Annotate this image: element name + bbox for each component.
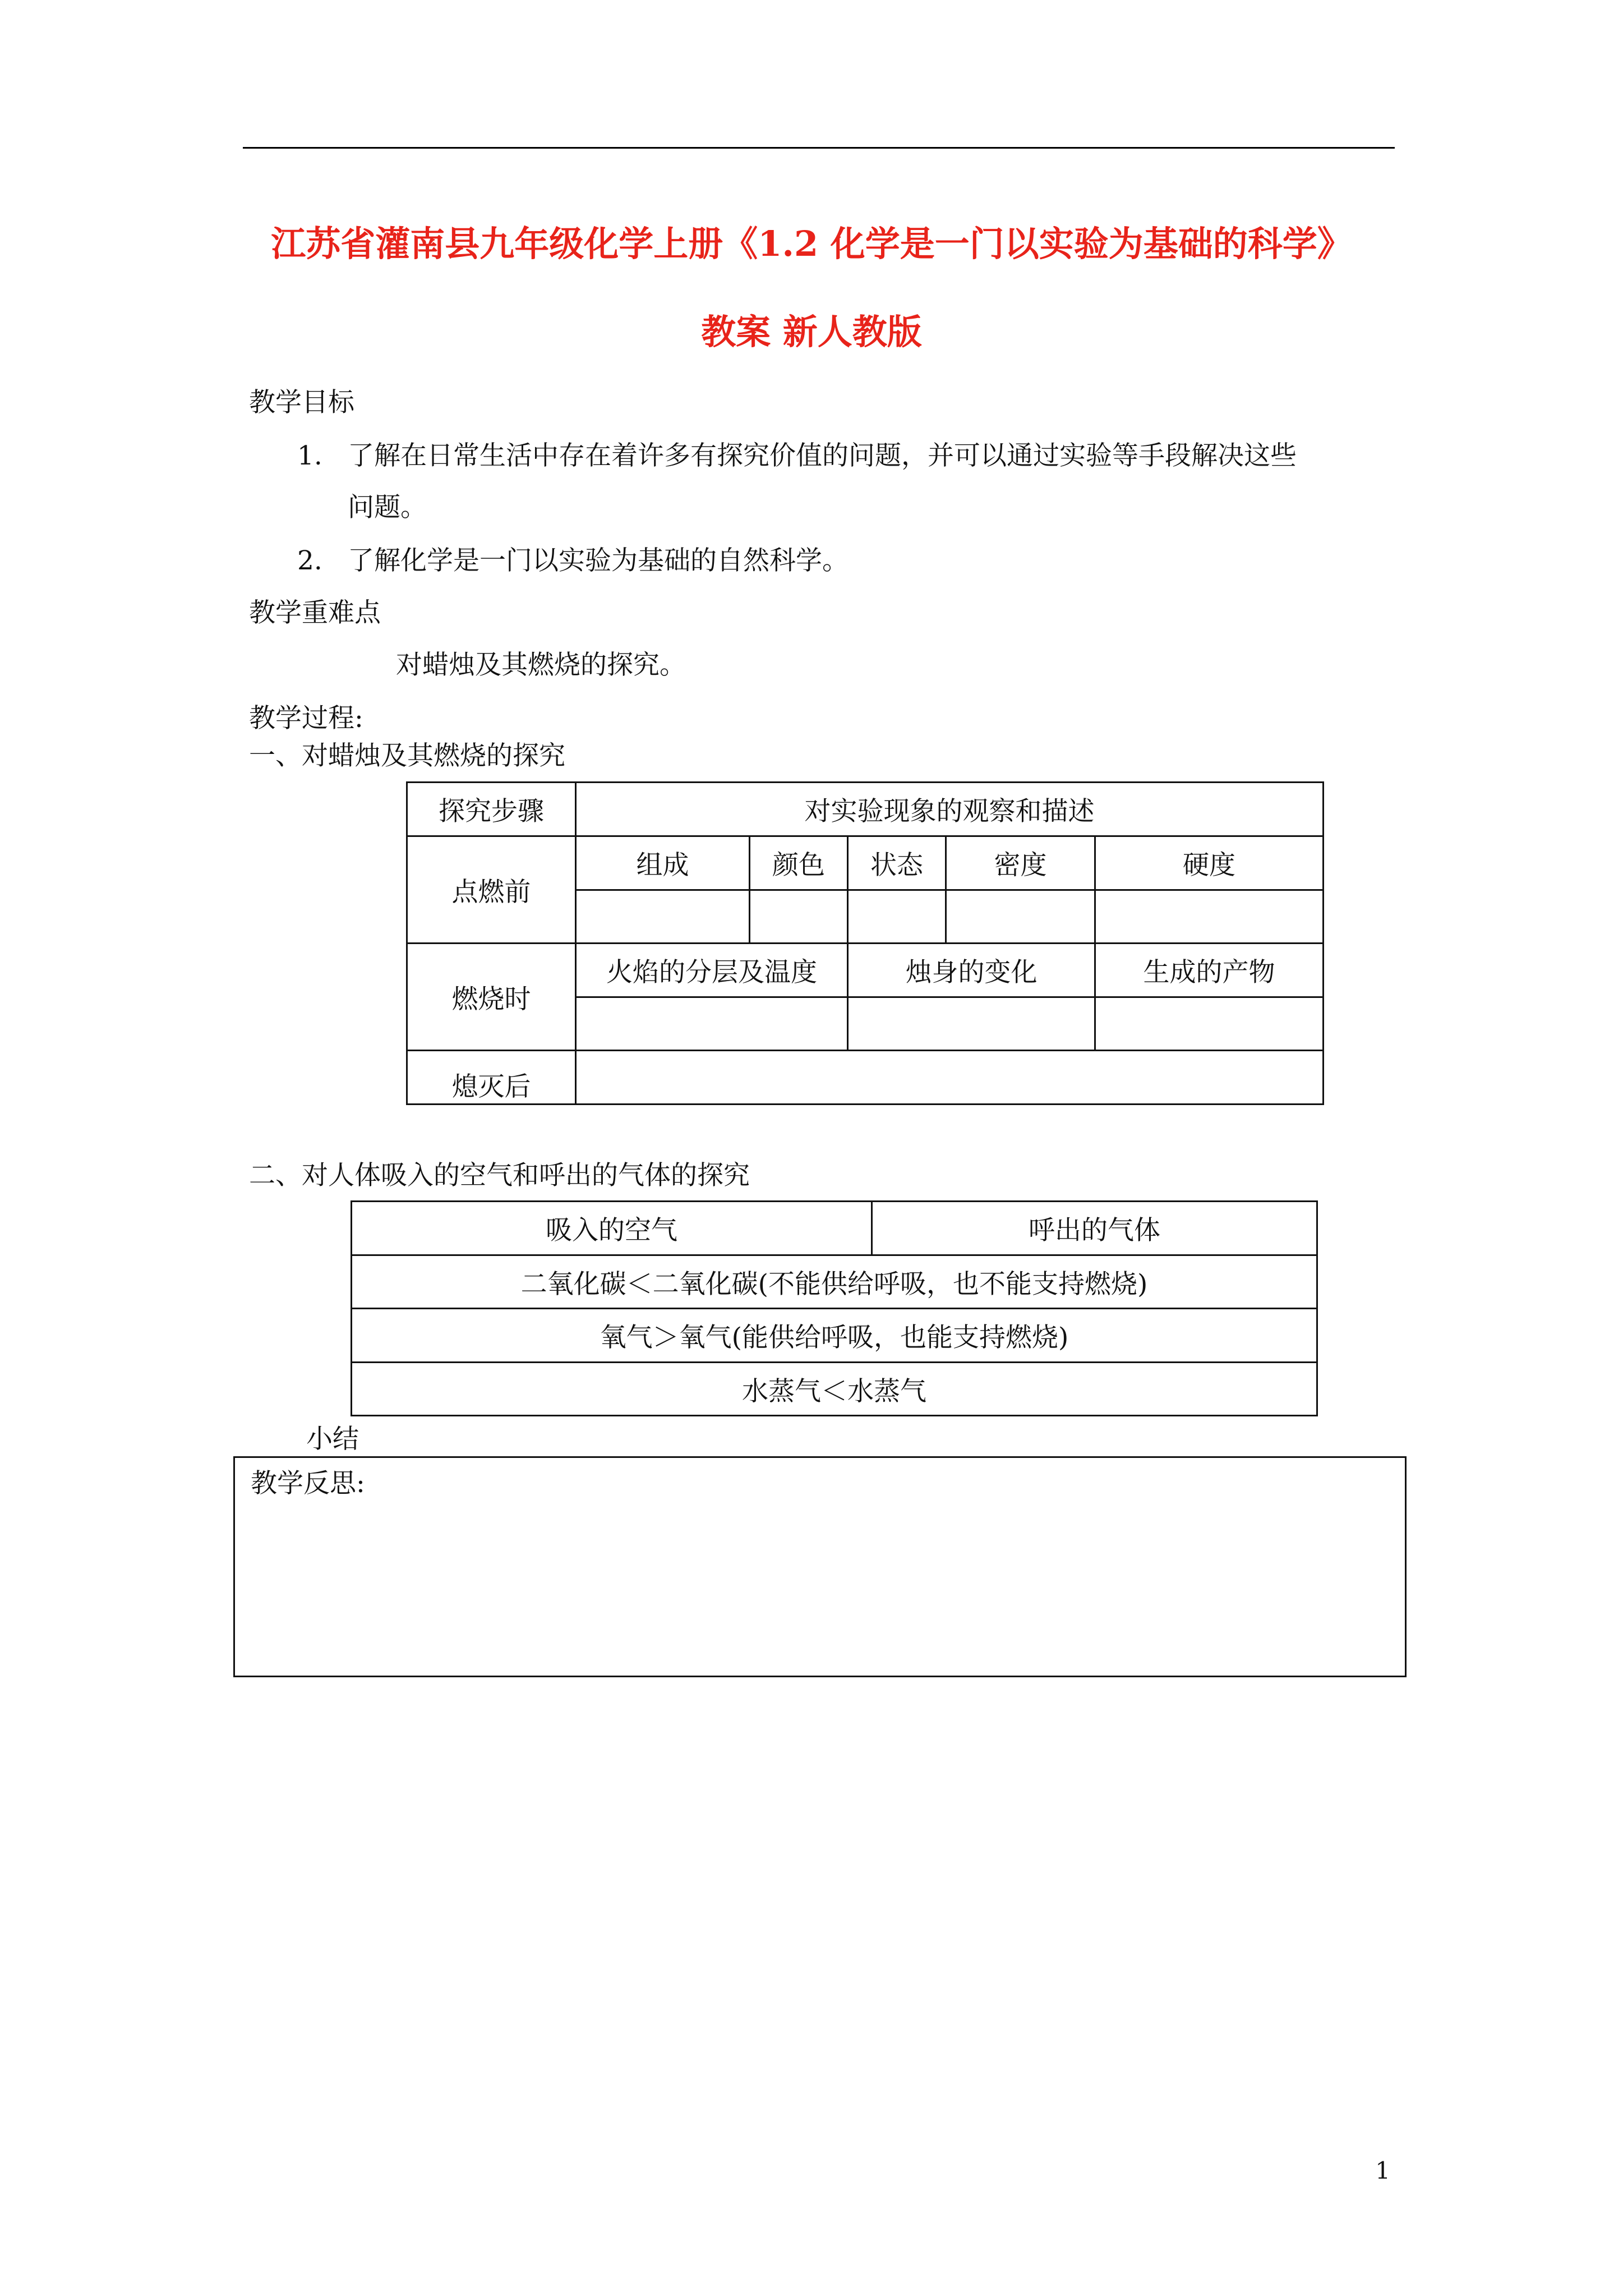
header-candle-body-change: 烛身的变化 <box>848 944 1095 997</box>
key-points-text: 对蜡烛及其燃烧的探究。 <box>396 650 686 680</box>
row-label-before-lighting: 点燃前 <box>407 836 576 944</box>
row-label-after-extinguishing: 熄灭后 <box>407 1051 576 1105</box>
row-oxygen: 氧气＞氧气(能供给呼吸，也能支持燃烧) <box>352 1309 1317 1363</box>
header-inhaled-air: 吸入的空气 <box>352 1202 872 1255</box>
cell-composition-blank <box>576 890 750 944</box>
reflection-box <box>233 1456 1407 1677</box>
cell-color-blank <box>750 890 848 944</box>
cell-candle-body-blank <box>848 997 1095 1051</box>
objective-1-text-continued: 问题。 <box>348 492 427 523</box>
header-color: 颜色 <box>750 836 848 890</box>
cell-state-blank <box>848 890 946 944</box>
row-carbon-dioxide: 二氧化碳＜二氧化碳(不能供给呼吸，也不能支持燃烧) <box>352 1255 1317 1309</box>
key-points-heading: 教学重难点 <box>249 597 381 628</box>
objective-2-text: 了解化学是一门以实验为基础的自然科学。 <box>348 545 849 576</box>
cell-hardness-blank <box>1095 890 1324 944</box>
section-2-heading: 二、对人体吸入的空气和呼出的气体的探究 <box>249 1160 750 1191</box>
summary-label: 小结 <box>306 1424 359 1455</box>
document-title-line-2: 教案 新人教版 <box>701 311 922 352</box>
row-water-vapor: 水蒸气＜水蒸气 <box>352 1363 1317 1416</box>
section-1-heading: 一、对蜡烛及其燃烧的探究 <box>249 740 565 771</box>
objective-1-number: 1. <box>297 440 322 471</box>
cell-products-blank <box>1095 997 1324 1051</box>
cell-flame-layers-blank <box>576 997 848 1051</box>
header-hardness: 硬度 <box>1095 836 1324 890</box>
cell-density-blank <box>946 890 1095 944</box>
reflection-label: 教学反思: <box>251 1468 365 1499</box>
objectives-heading: 教学目标 <box>249 387 354 418</box>
candle-experiment-table <box>406 781 1324 1105</box>
header-products: 生成的产物 <box>1095 944 1324 997</box>
header-composition: 组成 <box>576 836 750 890</box>
header-exhaled-gas: 呼出的气体 <box>872 1202 1317 1255</box>
header-state: 状态 <box>848 836 946 890</box>
header-rule <box>243 147 1395 149</box>
objective-2-number: 2. <box>297 545 322 576</box>
cell-after-extinguishing-blank <box>576 1051 1324 1105</box>
objective-1-text: 了解在日常生活中存在着许多有探究价值的问题，并可以通过实验等手段解决这些 <box>348 440 1297 471</box>
document-title-line-1: 江苏省灌南县九年级化学上册《1.2 化学是一门以实验为基础的科学》 <box>271 223 1352 264</box>
header-density: 密度 <box>946 836 1095 890</box>
col-header-step: 探究步骤 <box>407 783 576 836</box>
breath-comparison-table <box>351 1200 1318 1416</box>
process-heading: 教学过程: <box>249 703 363 734</box>
page-number: 1 <box>1375 2157 1390 2184</box>
header-flame-layers: 火焰的分层及温度 <box>576 944 848 997</box>
col-header-observation: 对实验现象的观察和描述 <box>576 783 1324 836</box>
row-label-burning: 燃烧时 <box>407 944 576 1051</box>
